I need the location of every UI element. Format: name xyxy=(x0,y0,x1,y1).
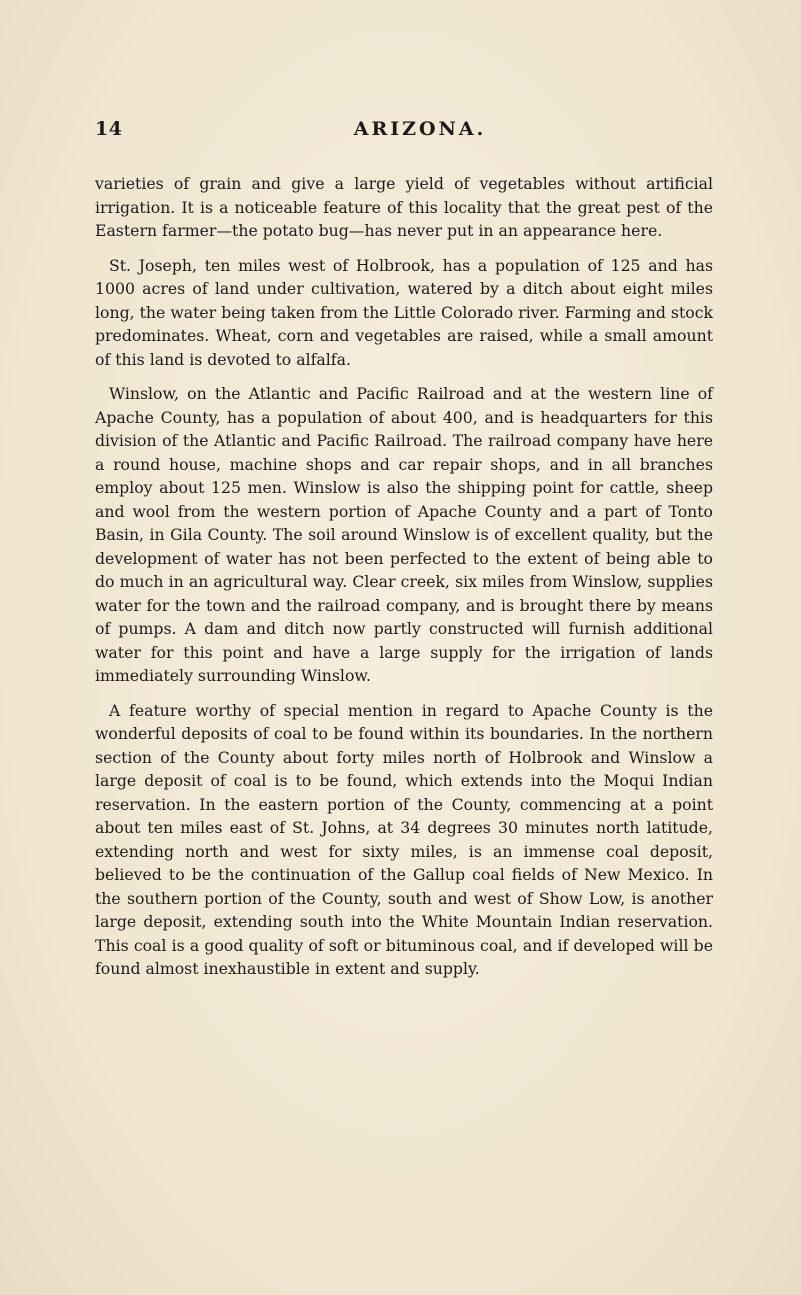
paragraph-st-joseph: St. Joseph, ten miles west of Holbrook, has a population of 125 and has 1000 acres of land under cultivation, watered by a ditch about eight miles long, the water being taken from the Little Colorado river. Farming and stock predominates. Wheat, corn and vegetables are raised, while a small amount of this land is devoted to alfalfa. xyxy=(95,255,713,369)
running-title: ARIZONA. xyxy=(353,118,487,140)
page-number: 14 xyxy=(95,118,123,140)
paragraph-coal-deposits: A feature worthy of special mention in regard to Apache County is the wonderful deposits of coal to be found within its boundaries. In the northern section of the County about forty miles north of Holbrook and Winslow a large deposit of coal is to be found, which extends into the Moqui Indian reservation. In the eastern portion of the County, commencing at a point about ten miles east of St. Johns, at 34 degrees 30 minutes north latitude, extending north and west for sixty miles, is an immense coal deposit, believed to be the continuation of the Gallup coal fields of New Mexico. In the southern portion of the County, south and west of Show Low, is another large deposit, extending south into the White Mountain Indian reservation. This coal is a good quality of soft or bituminous coal, and if developed will be found almost inexhaustible in extent and supply. xyxy=(95,700,713,978)
page-header xyxy=(95,118,715,146)
paragraph-winslow: Winslow, on the Atlantic and Pacific Railroad and at the western line of Apache County, has a population of about 400, and is headquarters for this division of the Atlantic and Pacific Railroad. The railroad company have here a round house, machine shops and car repair shops, and in all branches employ about 125 men. Winslow is also the shipping point for cattle, sheep and wool from the western portion of Apache County and a part of Tonto Basin, in Gila County. The soil around Winslow is of excellent quality, but the development of water has not been perfected to the extent of being able to do much in an agricultural way. Clear creek, six miles from Winslow, supplies water for the town and the railroad company, and is brought there by means of pumps. A dam and ditch now partly constructed will furnish additional water for this point and have a large supply for the irrigation of lands immediately surrounding Winslow. xyxy=(95,384,713,685)
body-text xyxy=(95,172,713,992)
paragraph-continuation: varieties of grain and give a large yield of vegetables without artificial irrigation. It is a noticeable feature of this locality that the great pest of the Eastern farmer—the potato bug—has never put in an appearance here. xyxy=(95,174,713,240)
